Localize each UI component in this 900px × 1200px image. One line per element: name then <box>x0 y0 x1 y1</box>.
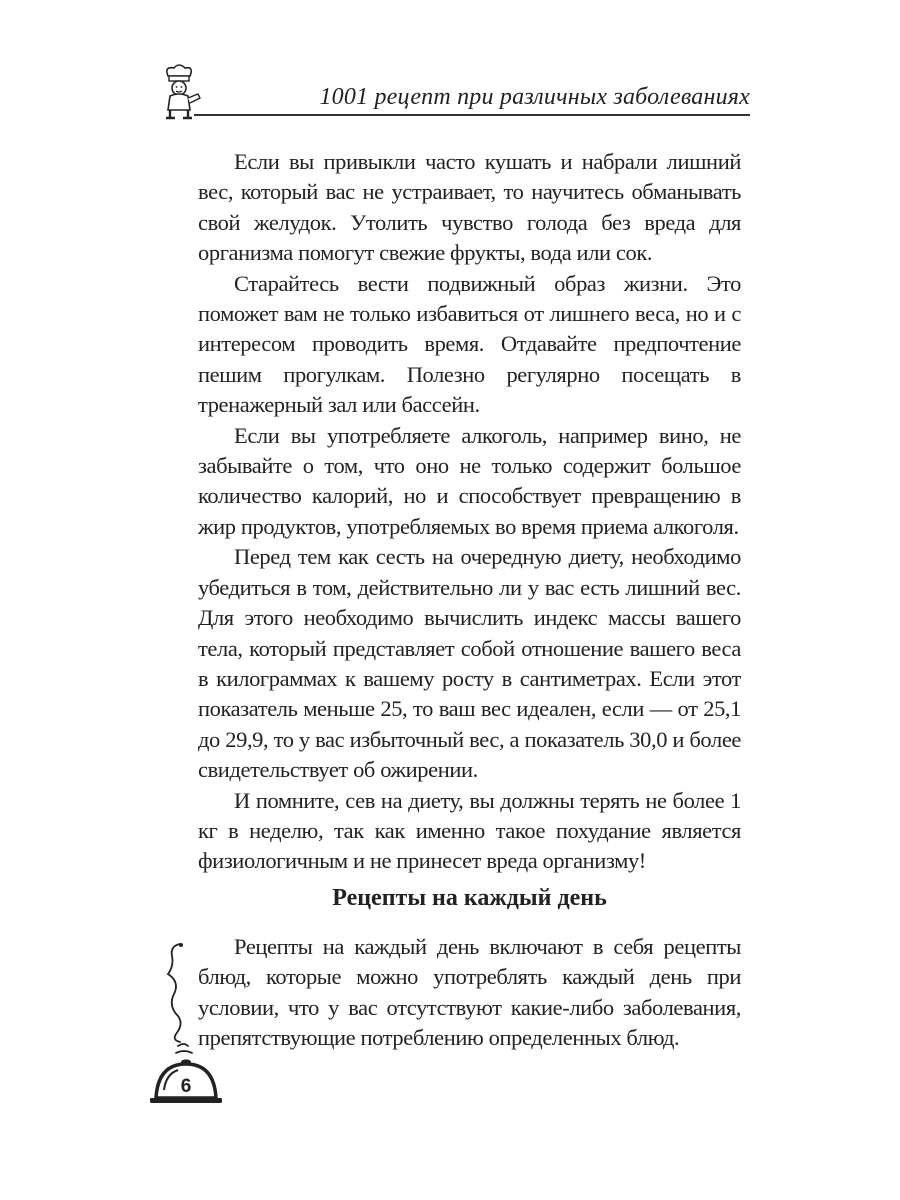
paragraph-5: И помните, сев на диету, вы должны терять не более 1 кг в неделю, так как именно такое похудание является физиологичным и не принесет вреда организму! <box>198 787 741 874</box>
body-text <box>198 147 741 877</box>
header-title: 1001 рецепт при различных заболеваниях <box>319 84 750 110</box>
swirl-ornament-icon <box>160 940 190 1046</box>
cloche-icon <box>148 1040 224 1110</box>
paragraph-4: Перед тем как сесть на очередную диету, необходимо убедиться в том, действительно ли у вас есть лишний вес. Для этого необходимо вычислить индекс массы вашего тела, который представляет собой отношение вашего веса в килограммах к вашему росту в сантиметрах. Если этот показатель меньше 25, то ваш вес идеален, если — от 25,1 до 29,9, то у вас избыточный вес, а показатель 30,0 и более свидетельствует об ожирении. <box>198 544 741 783</box>
section-heading: Рецепты на каждый день <box>332 885 607 911</box>
paragraph-3: Если вы употребляете алкоголь, например вино, не забывайте о том, что оно не только содержит большое количество калорий, но и способствует превращению в жир продуктов, употребляемых во время приема алкоголя. <box>198 422 741 539</box>
paragraph-1: Если вы привыкли часто кушать и набрали лишний вес, который вас не устраивает, то научитесь обманывать свой желудок. Утолить чувство голода без вреда для организма помогут свежие фрукты, вода или сок. <box>198 149 741 266</box>
paragraph-2: Старайтесь вести подвижный образ жизни. Это поможет вам не только избавиться от лишнего веса, но и с интересом проводить время. Отдавайте предпочтение пешим прогулкам. Полезно регулярно посещать в тренажерный зал или бассейн. <box>198 270 741 418</box>
page-number: 6 <box>180 1076 192 1097</box>
header-rule <box>194 114 750 116</box>
running-header <box>150 62 750 122</box>
chef-icon <box>154 62 204 120</box>
section-body <box>198 932 741 1054</box>
section-paragraph: Рецепты на каждый день включают в себя рецепты блюд, которые можно употреблять каждый день при условии, что у вас отсутствуют какие-либо заболевания, препятствующие потреблению определенных блюд. <box>198 934 741 1051</box>
